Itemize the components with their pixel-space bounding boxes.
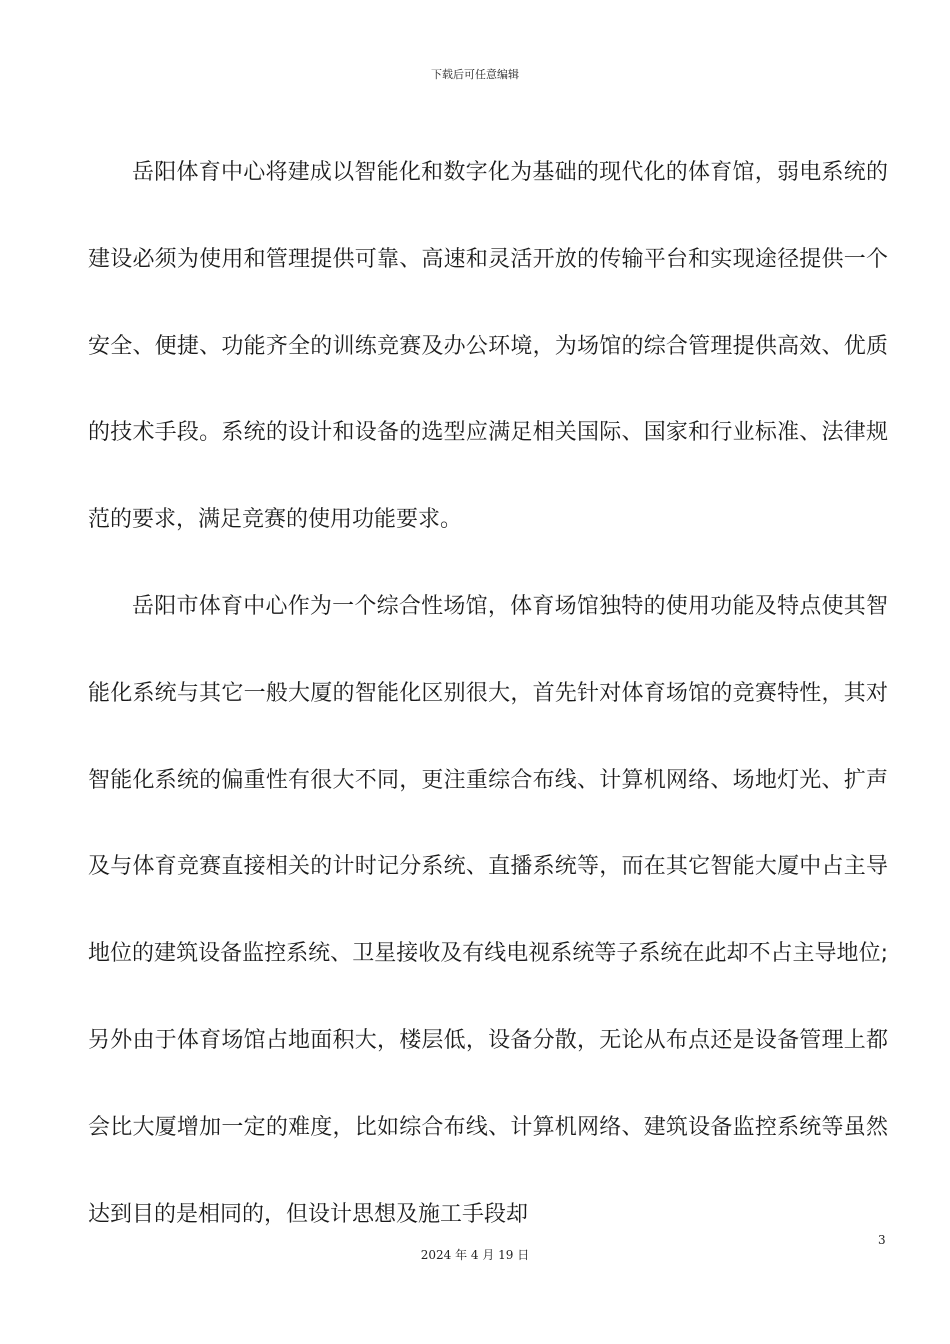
- body-paragraph: 岳阳体育中心将建成以智能化和数字化为基础的现代化的体育馆，弱电系统的建设必须为使用和管理提供可靠、高速和灵活开放的传输平台和实现途径提供一个安全、便捷、功能齐全的训练竞赛及办公环境，为场馆的综合管理提供高效、优质的技术手段。系统的设计和设备的选型应满足相关国际、国家和行业标准、法律规范的要求，满足竞赛的使用功能要求。: [88, 160, 888, 533]
- document-body: [88, 130, 888, 1258]
- footer-date: 2024 年 4 月 19 日: [420, 1248, 530, 1262]
- page-header: 下载后可任意编辑: [431, 68, 519, 81]
- body-paragraph: 岳阳市体育中心作为一个综合性场馆，体育场馆独特的使用功能及特点使其智能化系统与其它一般大厦的智能化区别很大，首先针对体育场馆的竞赛特性，其对智能化系统的偏重性有很大不同，更注重综合布线、计算机网络、场地灯光、扩声及与体育竞赛直接相关的计时记分系统、直播系统等，而在其它智能大厦中占主导地位的建筑设备监控系统、卫星接收及有线电视系统等子系统在此却不占主导地位;另外由于体育场馆占地面积大，楼层低，设备分散，无论从布点还是设备管理上都会比大厦增加一定的难度，比如综合布线、计算机网络、建筑设备监控系统等虽然达到目的是相同的，但设计思想及施工手段却: [88, 593, 888, 1227]
- page-number: 3: [878, 1233, 886, 1247]
